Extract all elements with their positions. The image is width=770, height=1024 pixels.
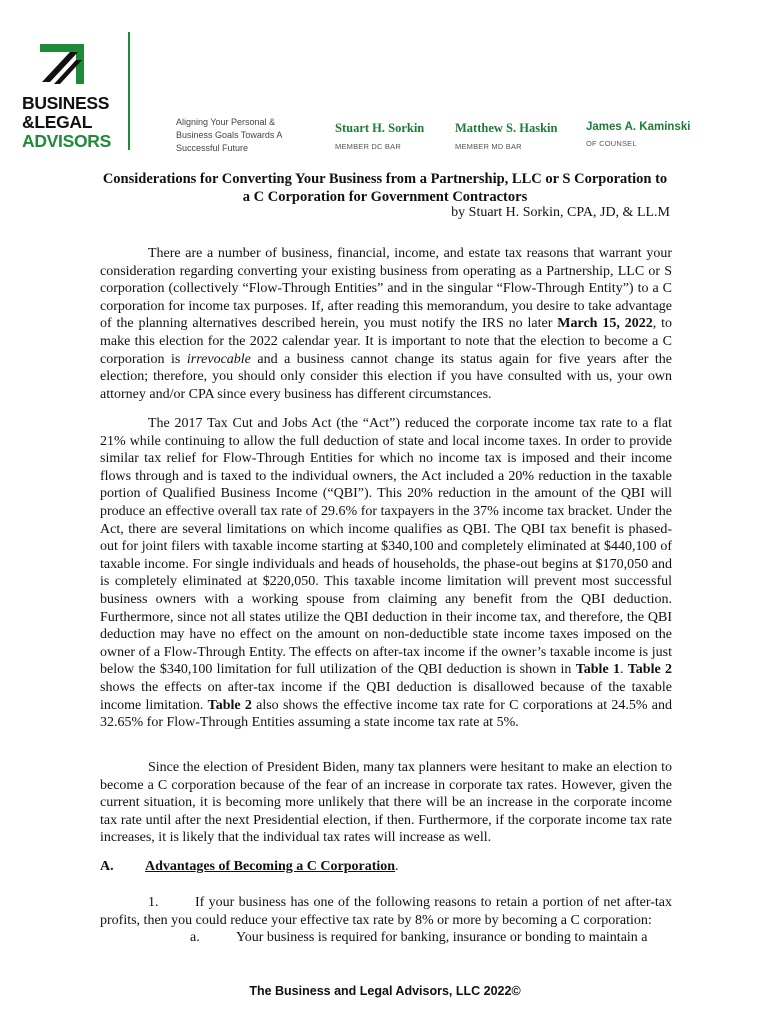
person-name: Matthew S. Haskin — [455, 121, 558, 135]
person-haskin — [455, 121, 557, 151]
page-footer: The Business and Legal Advisors, LLC 2022© — [249, 984, 521, 998]
body-section-1 — [100, 245, 672, 420]
section-a-heading — [100, 859, 399, 875]
person-name: Stuart H. Sorkin — [335, 121, 425, 135]
tagline: Aligning Your Personal & Business Goals Towards A Successful Future — [176, 117, 282, 153]
paragraph-2-text-c: shows the effects on after-tax income if the QBI deduction is disallowed because of the taxable income limitation. — [100, 679, 672, 713]
list-item-1 — [100, 894, 672, 929]
paragraph-2 — [100, 415, 672, 732]
paragraph-2-text-d: also shows the effective income tax rate for C corporations at 24.5% and 32.65% for Flow-Through Entities assuming a state income tax rate at 5%. — [100, 697, 672, 731]
logo-line-1: BUSINESS — [22, 93, 110, 113]
person-title: MEMBER MD BAR — [455, 142, 522, 151]
paragraph-1-text-b: , to make this election for the 2022 calendar year. It is important to note that the election to become a C corporation is — [100, 316, 672, 367]
byline: by Stuart H. Sorkin, CPA, JD, & LL.M — [451, 205, 670, 220]
logo-line-2: &LEGAL — [22, 112, 93, 132]
paragraph-3: Since the election of President Biden, many tax planners were hesitant to make an election to become a C corporation because of the fear of an increase in corporate tax rates. However, given the current situation, it is becoming more unlikely that there will be an increase in the corporate income tax rate until after the next Presidential election, if then. Furthermore, if the corporate income tax rate increases, it is likely that the individual tax rates will increase as well. — [100, 760, 672, 846]
person-title: OF COUNSEL — [586, 139, 637, 148]
paragraph-1 — [100, 245, 672, 403]
table-2-ref: Table 2 — [207, 697, 252, 713]
sub-item-text: Your business is required for banking, insurance or bonding to maintain a — [236, 930, 648, 945]
body-section-2 — [100, 415, 672, 749]
logo-line-3: ADVISORS — [22, 131, 112, 151]
person-kaminski — [586, 121, 690, 148]
irrevocable-emphasis: irrevocable — [186, 351, 251, 367]
sub-item-letter: a. — [190, 930, 200, 945]
section-letter: A. — [100, 859, 114, 874]
section-heading-text: Advantages of Becoming a C Corporation — [145, 859, 396, 874]
header-divider — [128, 32, 130, 150]
logo-wordmark — [22, 94, 142, 151]
deadline-date: March 15, 2022 — [557, 316, 653, 332]
paragraph-1-text-a: There are a number of business, financial, income, and estate tax reasons that warrant your consideration regarding converting your existing business from operating as a Partnership, LLC or S corporation (collectively “Flow-Through Entities” and in the singular “Flow-Through Entity”) to a C corporation for income tax purposes. If, after reading this memorandum, you desire to take advantage of the planning alternatives described herein, you must notify the IRS no later — [100, 246, 672, 332]
paragraph-1-text-c: and a business cannot change its status again for five years after the election; therefore, you should only consider this election if you have consulted with us, your own attorney and/or CPA since every business has different circumstances. — [100, 351, 672, 402]
arrow-logo-icon — [36, 38, 88, 88]
list-item-number: 1. — [148, 895, 159, 910]
sub-item-a — [100, 929, 672, 947]
list-item-text: If your business has one of the following reasons to retain a portion of net after-tax profits, then you could reduce your effective tax rate by 8% or more by becoming a C corporation: — [100, 895, 672, 928]
person-title: MEMBER DC BAR — [335, 142, 401, 151]
company-logo — [12, 34, 122, 152]
document-title: Considerations for Converting Your Business from a Partnership, LLC or S Corporation to a C Corporation for Government Contractors — [102, 171, 668, 205]
paragraph-2-text-a: The 2017 Tax Cut and Jobs Act (the “Act”) reduced the corporate income tax rate to a flat 21% while continuing to allow the full deduction of state and local income taxes. In order to provide similar tax relief for Flow-Through Entities for which no income tax is imposed and their income flows through and is taxed to the individual owners, the Act included a 20% reduction in the taxable portion of Qualified Business Income (“QBI”). This 20% reduction in the amount of the QBI will produce an effective overall tax rate of 29.6% for taxpayers in the 37% income tax bracket. Under the Act, there are several limitations on which income qualifies as QBI. The QBI tax benefit is phased-out for joint filers with taxable income starting at $340,100 and completely eliminated at $440,100 of taxable income. For single individuals and heads of households, the phase-out begins at $170,050 and is completely eliminated at $220,050. This taxable income limitation will prevent most successful business owners with a working spouse from claiming any benefit from the QBI deduction. Furthermore, since not all states utilize the QBI deduction in their income tax, and therefore, the QBI deduction may have no effect on the amount on non-deductible state income taxes imposed on the owner of a Flow-Through Entity. The effects on after-tax income if the owner’s taxable income is just below the $340,100 limitation for full utilization of the QBI deduction is shown in — [100, 416, 672, 678]
paragraph-2-text-b: . — [619, 662, 628, 678]
table-2-ref: Table 2 — [627, 662, 672, 678]
table-1-ref: Table 1 — [575, 662, 620, 678]
person-sorkin — [335, 121, 424, 151]
section-heading-dot: . — [395, 859, 399, 874]
body-section-3 — [100, 759, 672, 864]
person-name: James A. Kaminski — [586, 121, 691, 133]
